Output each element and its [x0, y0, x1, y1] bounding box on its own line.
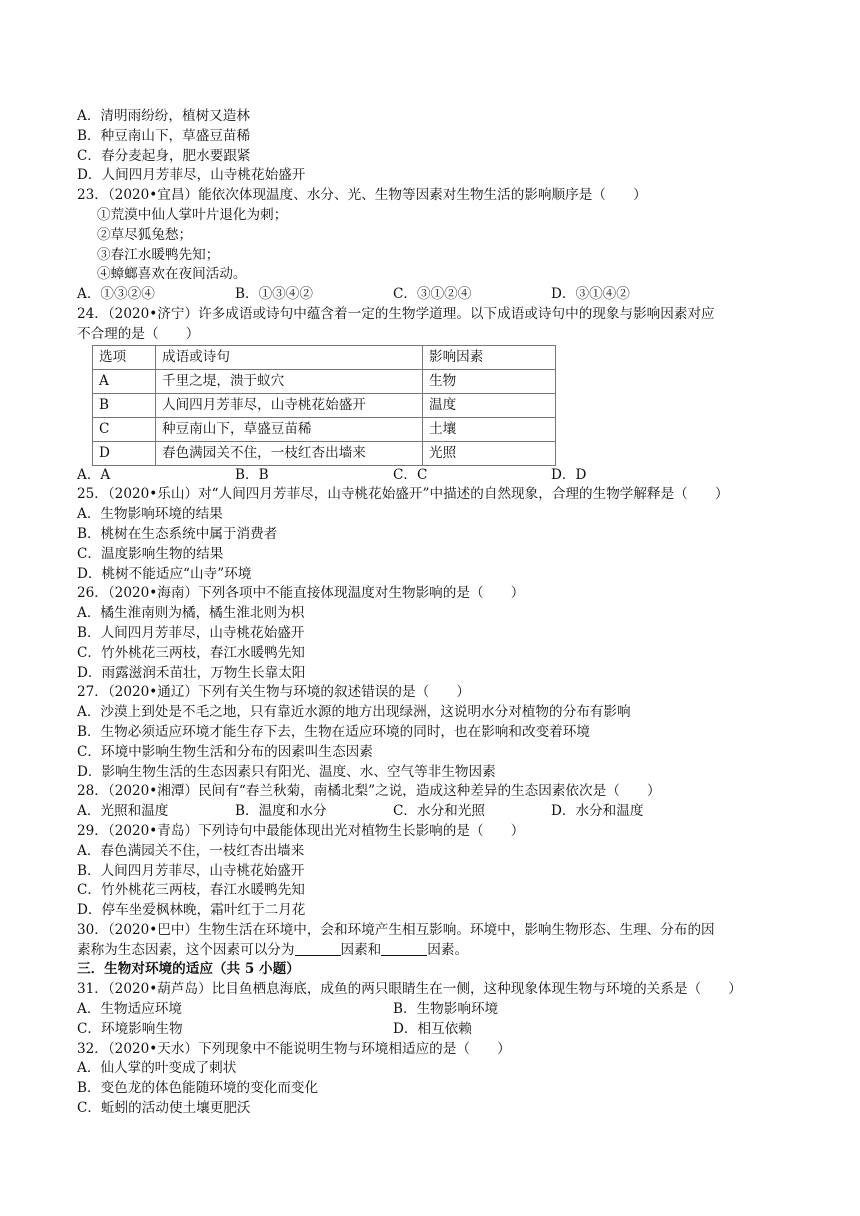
q24-option-d: D．D [551, 466, 587, 483]
q23-item-2: ②草尽狐兔愁； [97, 226, 193, 243]
table-cell: D [93, 441, 156, 465]
q24-table [92, 345, 556, 466]
q31-options-row-2 [77, 1020, 787, 1040]
q25-option-c: C．温度影响生物的结果 [77, 545, 224, 562]
q28-option-d: D．水分和温度 [551, 803, 644, 820]
q31-options-row-1 [77, 1000, 787, 1020]
q27-option-b: B．生物必须适应环境才能生存下去，生物在适应环境的同时，也在影响和改变着环境 [77, 723, 590, 740]
table-row [93, 441, 556, 465]
q30-text-a: 素称为生态因素，这个因素可以分为 [77, 941, 295, 958]
q29-option-c: C．竹外桃花三两枝，春江水暖鸭先知 [77, 882, 305, 899]
q26-option-d: D．雨露滋润禾苗壮，万物生长靠太阳 [77, 664, 306, 681]
q24-option-c: C．C [393, 466, 428, 483]
q25-option-d: D．桃树不能适应“山寺”环境 [77, 565, 252, 582]
table-header-cell: 成语或诗句 [156, 345, 423, 369]
worksheet-page [77, 107, 787, 1119]
table-header-row [93, 345, 556, 369]
q25-stem: 25．（2020•乐山）对“人间四月芳菲尽，山寺桃花始盛开”中描述的自然现象，合理的生物学解释是（ ） [77, 486, 729, 503]
q23-option-b: B．①③④② [235, 286, 313, 303]
q23-option-d: D．③①④② [551, 286, 630, 303]
table-cell: C [93, 417, 156, 441]
q22-option-d: D．人间四月芳菲尽，山寺桃花始盛开 [77, 167, 306, 184]
q24-stem-line-1: 24．（2020•济宁）许多成语或诗句中蕴含着一定的生物学道理。以下成语或诗句中的现象与影响因素对应 [77, 305, 715, 322]
q26-option-b: B．人间四月芳菲尽，山寺桃花始盛开 [77, 624, 305, 641]
table-cell: 人间四月芳菲尽，山寺桃花始盛开 [156, 393, 423, 417]
q32-option-a: A．仙人掌的叶变成了刺状 [77, 1060, 237, 1077]
table-cell: 土壤 [423, 417, 556, 441]
q26-option-a: A．橘生淮南则为橘，橘生淮北则为枳 [77, 605, 305, 622]
q28-option-a: A．光照和温度 [77, 803, 169, 820]
table-cell: B [93, 393, 156, 417]
q27-option-a: A．沙漠上到处是不毛之地，只有靠近水源的地方出现绿洲，这说明水分对植物的分布有影响 [77, 704, 631, 721]
q32-stem: 32．（2020•天水）下列现象中不能说明生物与环境相适应的是（ ） [77, 1040, 511, 1057]
q23-item-4: ④蟑螂喜欢在夜间活动。 [97, 266, 247, 283]
table-cell: 生物 [423, 369, 556, 393]
q31-option-b: B．生物影响环境 [393, 1001, 499, 1018]
q29-option-d: D．停车坐爱枫林晚，霜叶红于二月花 [77, 902, 306, 919]
q27-stem: 27．（2020•通辽）下列有关生物与环境的叙述错误的是（ ） [77, 684, 470, 701]
q22-option-c: C．春分麦起身，肥水要跟紧 [77, 147, 251, 164]
q25-option-a: A．生物影响环境的结果 [77, 506, 223, 523]
q32-option-c: C．蚯蚓的活动使土壤更肥沃 [77, 1100, 251, 1117]
q28-options [77, 802, 787, 822]
table-cell: 种豆南山下，草盛豆苗稀 [156, 417, 423, 441]
q27-option-c: C．环境中影响生物生活和分布的因素叫生态因素 [77, 743, 373, 760]
table-row [93, 369, 556, 393]
table-cell: 温度 [423, 393, 556, 417]
table-header-cell: 影响因素 [423, 345, 556, 369]
q32-option-b: B．变色龙的体色能随环境的变化而变化 [77, 1080, 319, 1097]
q22-option-a: A．清明雨纷纷，植树又造林 [77, 108, 250, 124]
q24-option-a: A．A [77, 466, 111, 483]
q31-option-d: D．相互依赖 [393, 1020, 472, 1037]
table-row [93, 393, 556, 417]
table-cell: 光照 [423, 441, 556, 465]
q23-stem: 23．（2020•宜昌）能依次体现温度、水分、光、生物等因素对生物生活的影响顺序是（ ） [77, 187, 647, 204]
q25-option-b: B．桃树在生态系统中属于消费者 [77, 525, 278, 542]
q30-text-b: 因素和 [340, 941, 382, 958]
q29-option-b: B．人间四月芳菲尽，山寺桃花始盛开 [77, 862, 305, 879]
q26-stem: 26．（2020•海南）下列各项中不能直接体现温度对生物影响的是（ ） [77, 585, 525, 602]
q24-options [77, 466, 787, 486]
q30-stem-line-2 [77, 941, 787, 961]
q28-option-b: B．温度和水分 [235, 803, 327, 820]
q22-option-b: B．种豆南山下，草盛豆苗稀 [77, 127, 251, 144]
answer-blank-1[interactable] [295, 941, 341, 956]
q23-option-a: A．①③②④ [77, 286, 155, 303]
q23-item-3: ③春江水暖鸭先知； [97, 246, 220, 263]
q27-option-d: D．影响生物生活的生态因素只有阳光、温度、水、空气等非生物因素 [77, 763, 496, 780]
q23-item-1: ①荒漠中仙人掌叶片退化为刺； [97, 206, 288, 223]
q26-option-c: C．竹外桃花三两枝，春江水暖鸭先知 [77, 644, 305, 661]
table-cell: 春色满园关不住，一枝红杏出墙来 [156, 441, 423, 465]
table-header-cell: 选项 [93, 345, 156, 369]
q31-stem: 31．（2020•葫芦岛）比目鱼栖息海底，成鱼的两只眼睛生在一侧，这种现象体现生物与环境的关系是（ ） [77, 981, 742, 998]
q24-option-b: B．B [235, 466, 269, 483]
q31-option-c: C．环境影响生物 [77, 1020, 183, 1037]
q29-stem: 29．（2020•青岛）下列诗句中最能体现出光对植物生长影响的是（ ） [77, 822, 525, 839]
table-cell: A [93, 369, 156, 393]
q31-option-a: A．生物适应环境 [77, 1001, 182, 1018]
q23-options [77, 285, 787, 305]
answer-blank-2[interactable] [381, 941, 427, 956]
table-row [93, 417, 556, 441]
q24-stem-line-2: 不合理的是（ ） [77, 325, 200, 342]
q30-text-c: 因素。 [427, 941, 469, 958]
q28-option-c: C．水分和光照 [393, 803, 485, 820]
section-heading: 三．生物对环境的适应（共 5 小题） [77, 961, 300, 978]
q23-option-c: C．③①②④ [393, 286, 472, 303]
q29-option-a: A．春色满园关不住，一枝红杏出墙来 [77, 842, 305, 859]
q30-stem-line-1: 30．（2020•巴中）生物生活在环境中，会和环境产生相互影响。环境中，影响生物形态、生理、分布的因 [77, 921, 715, 938]
table-cell: 千里之堤，溃于蚁穴 [156, 369, 423, 393]
q28-stem: 28．（2020•湘潭）民间有“春兰秋菊，南橘北梨”之说，造成这种差异的生态因素依次是（ ） [77, 783, 661, 800]
